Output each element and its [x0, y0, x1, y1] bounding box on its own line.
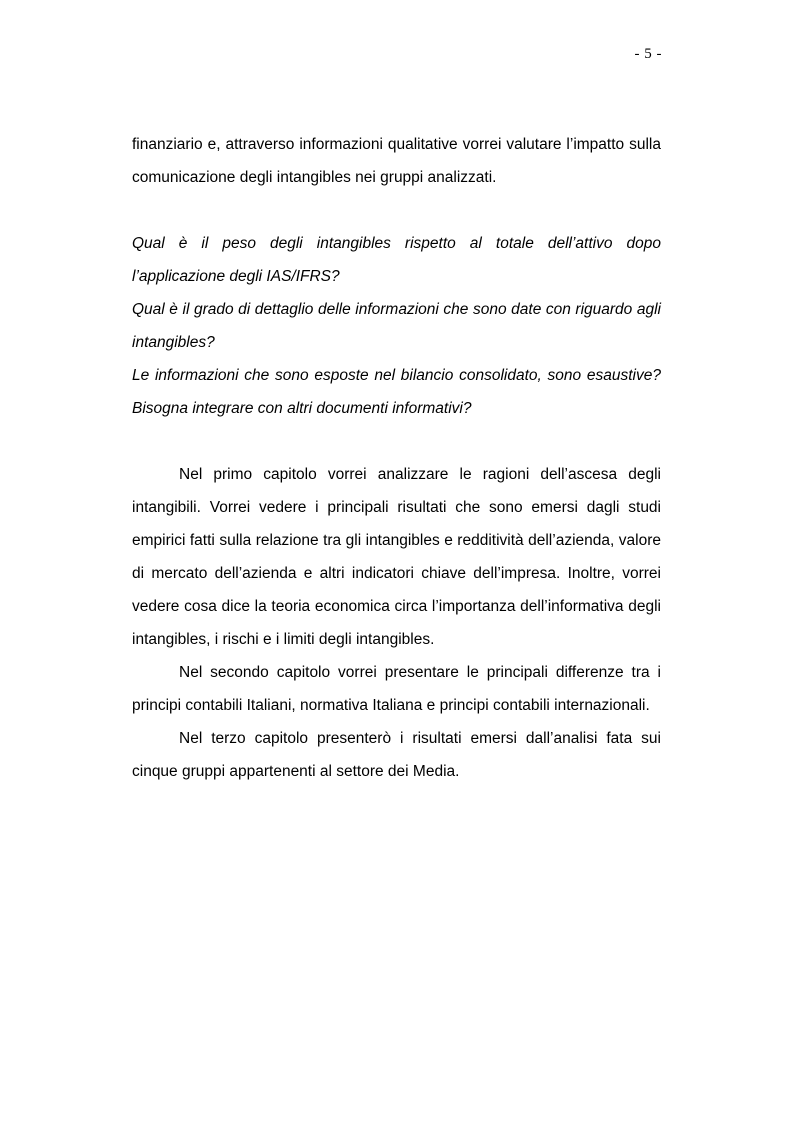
document-body	[132, 128, 661, 788]
research-question-2: Qual è il grado di dettaglio delle informazioni che sono date con riguardo agli intangibles?	[132, 301, 661, 351]
chapter-2-paragraph: Nel secondo capitolo vorrei presentare le principali differenze tra i principi contabili Italiani, normativa Italiana e principi contabili internazionali.	[132, 664, 661, 714]
research-question-1: Qual è il peso degli intangibles rispetto al totale dell’attivo dopo l’applicazione degli IAS/IFRS?	[132, 235, 661, 285]
page-number: - 5 -	[634, 46, 662, 62]
research-questions	[132, 227, 661, 425]
intro-paragraph: finanziario e, attraverso informazioni qualitative vorrei valutare l’impatto sulla comunicazione degli intangibles nei gruppi analizzati.	[132, 136, 661, 186]
research-question-3: Le informazioni che sono esposte nel bilancio consolidato, sono esaustive? Bisogna integrare con altri documenti informativi?	[132, 367, 661, 417]
chapter-1-paragraph: Nel primo capitolo vorrei analizzare le ragioni dell’ascesa degli intangibili. Vorrei vedere i principali risultati che sono emersi dagli studi empirici fatti sulla relazione tra gli intangibles e redditività dell’azienda, valore di mercato dell’azienda e altri indicatori chiave dell’impresa. Inoltre, vorrei vedere cosa dice la teoria economica circa l’importanza dell’informativa degli intangibles, i rischi e i limiti degli intangibles.	[132, 466, 661, 648]
chapter-3-paragraph: Nel terzo capitolo presenterò i risultati emersi dall’analisi fata sui cinque gruppi appartenenti al settore dei Media.	[132, 730, 661, 780]
